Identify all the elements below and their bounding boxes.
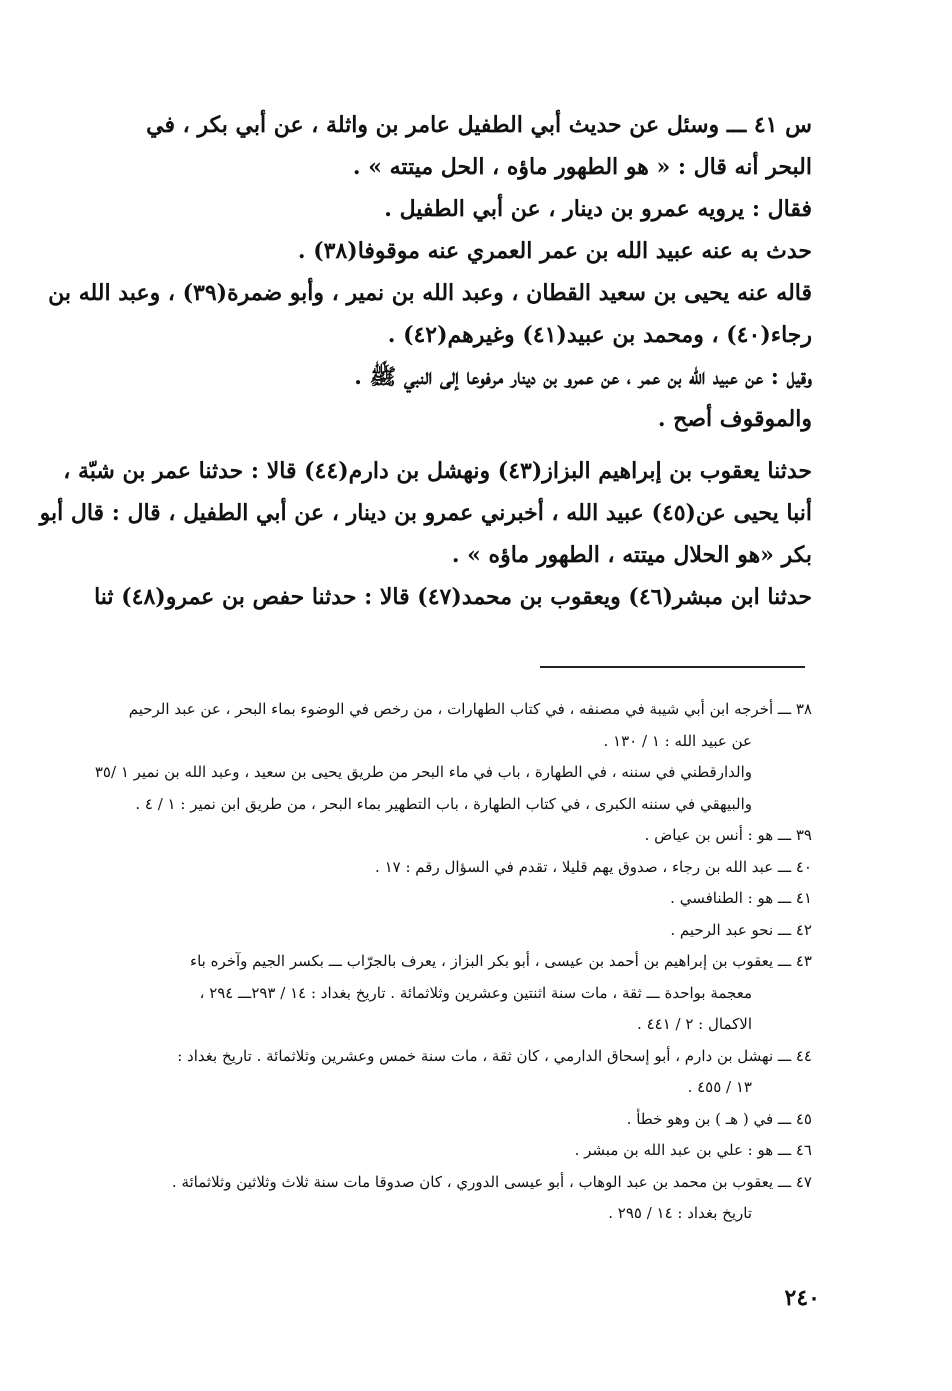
text-line: فقال : يرويه عمرو بن دينار ، عن أبي الطفيل .	[384, 196, 812, 222]
footnote-line: ٤٠ ـــ عبد الله بن رجاء ، صدوق يهم قليلا ، تقدم في السؤال رقم : ١٧ .	[375, 857, 812, 876]
footnote-line: معجمة بواحدة ـــ ثقة ، مات سنة اثنتين وعشرين وثلاثمائة . تاريخ بغداد : ١٤ / ٢٩٣ـــ ٢٩٤ ،	[199, 983, 752, 1002]
footnote-line: ٤٦ ـــ هو : علي بن عبد الله بن مبشر .	[574, 1141, 812, 1159]
footnote-line: ٤٢ ـــ نحو عبد الرحيم .	[670, 920, 812, 939]
footnote-line: تاريخ بغداد : ١٤ / ٢٩٥ .	[608, 1204, 752, 1222]
footnote-line: ٤١ ـــ هو : الطنافسي .	[670, 889, 812, 907]
text-line: والموقوف أصح .	[657, 406, 812, 432]
footnote-line: ٤٣ ـــ يعقوب بن إبراهيم بن أحمد بن عيسى ، أبو بكر البزاز ، يعرف بالجرّاب ـــ بكسر الجيم وآخره باء	[190, 952, 812, 970]
text-line: حدثنا ابن مبشر(٤٦) ويعقوب بن محمد(٤٧) قالا : حدثنا حفص بن عمرو(٤٨) ثنا	[94, 584, 812, 610]
text-line: حدث به عنه عبيد الله بن عمر العمري عنه موقوفا(٣٨) .	[297, 238, 812, 264]
text-line: بكر «هو الحلال ميتته ، الطهور ماؤه » .	[451, 542, 812, 568]
text-line: البحر أنه قال : « هو الطهور ماؤه ، الحل ميتته » .	[352, 154, 812, 180]
footnote-line: ٣٨ ـــ أخرجه ابن أبي شيبة في مصنفه ، في كتاب الطهارات ، من رخص في الوضوء بماء البحر ، عن عبد الرحيم	[128, 700, 812, 718]
text-line: س ٤١ ـــ وسئل عن حديث أبي الطفيل عامر بن واثلة ، عن أبي بكر ، في	[146, 112, 812, 138]
footnote-line: ٤٥ ـــ في ( هـ ) بن وهو خطأ .	[626, 1109, 812, 1128]
footnote-line: والدارقطني في سننه ، في الطهارة ، باب في ماء البحر من طريق يحيى بن سعيد ، وعبد الله بن نمير ١ /٣٥	[94, 763, 752, 781]
footnote-line: ٤٤ ـــ نهشل بن دارم ، أبو إسحاق الدارمي ، كان ثقة ، مات سنة خمس وعشرين وثلاثمائة . تاريخ بغداد :	[177, 1046, 812, 1065]
main-text	[39, 104, 812, 618]
text-line: وقيل : عن عبيد الله بن عمر ، عن عمرو بن دينار مرفوعا إلى النبي ﷺ .	[354, 364, 812, 390]
text-line: قاله عنه يحيى بن سعيد القطان ، وعبد الله بن نمير ، وأبو ضمرة(٣٩) ، وعبد الله بن	[48, 280, 812, 306]
footnote-line: عن عبيد الله : ١ / ١٣٠ .	[603, 731, 752, 750]
footnote-line: والبيهقي في سننه الكبرى ، في كتاب الطهارة ، باب التطهير بماء البحر ، من طريق ابن نمير : ١ / ٤ .	[135, 794, 752, 813]
footnote-line: الاكمال : ٢ / ٤٤١ .	[637, 1015, 752, 1033]
text-line: أنبا يحيى عن(٤٥) عبيد الله ، أخبرني عمرو بن دينار ، عن أبي الطفيل ، قال : قال أبو	[39, 500, 812, 526]
footnotes	[94, 694, 812, 1230]
footnote-line: ٤٧ ـــ يعقوب بن محمد بن عبد الوهاب ، أبو عيسى الدوري ، كان صدوقا مات سنة ثلاث وثلاثين وثلاثمائة .	[171, 1172, 812, 1191]
text-line: رجاء(٤٠) ، ومحمد بن عبيد(٤١) وغيرهم(٤٢) .	[387, 322, 812, 348]
text-line: حدثنا يعقوب بن إبراهيم البزاز(٤٣) ونهشل بن دارم(٤٤) قالا : حدثنا عمر بن شبّة ،	[63, 458, 812, 484]
footnote-line: ٣٩ ـــ هو : أنس بن عياض .	[644, 826, 812, 844]
footnote-line: ١٣ / ٤٥٥ .	[687, 1078, 752, 1096]
page-number: ٢٤٠	[784, 1285, 820, 1311]
footnote-divider	[540, 666, 805, 668]
